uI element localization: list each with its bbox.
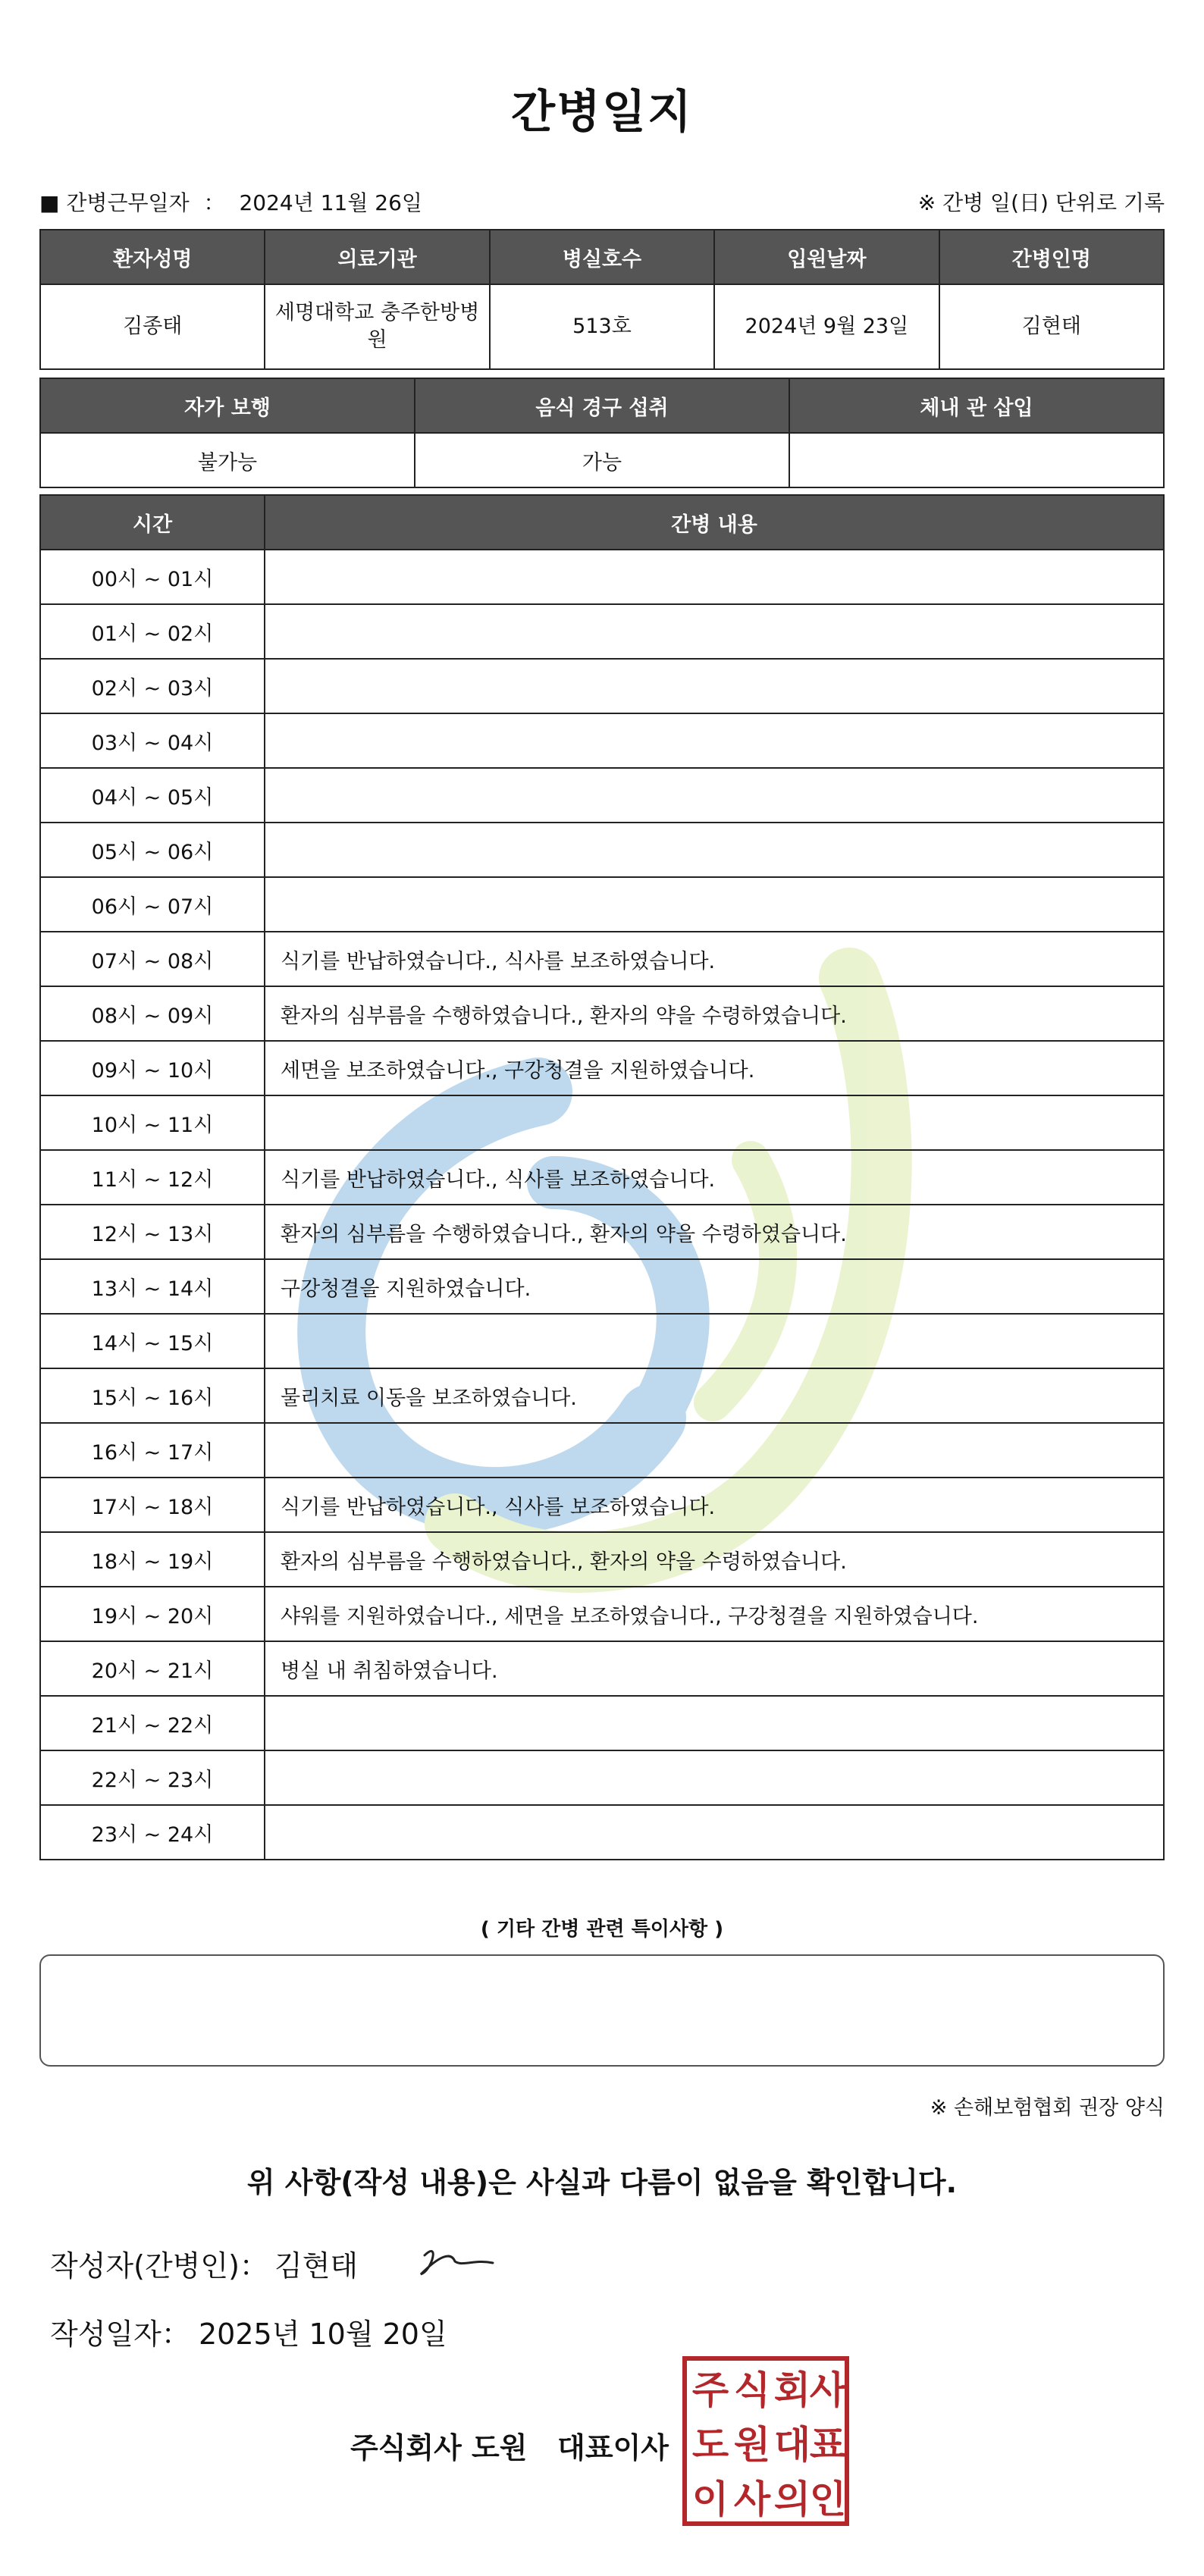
- write-date-label: 작성일자：: [50, 2317, 190, 2351]
- svg-text:표: 표: [809, 2423, 847, 2467]
- write-date-value: 2025년 10월 20일: [199, 2317, 447, 2351]
- header-walking: 자가 보행: [40, 378, 415, 433]
- log-row: [40, 713, 1164, 768]
- log-content: [265, 1314, 1164, 1368]
- log-row: [40, 550, 1164, 604]
- svg-text:사: 사: [733, 2477, 771, 2521]
- header-caregiver: 간병인명: [939, 230, 1164, 284]
- log-row: [40, 1423, 1164, 1478]
- log-row: [40, 1205, 1164, 1259]
- log-row: [40, 1259, 1164, 1314]
- log-time: 18시 ~ 19시: [40, 1532, 265, 1587]
- log-content: [265, 877, 1164, 932]
- writer-label: 작성자(간병인)：: [50, 2249, 268, 2283]
- patient-info-table: [39, 229, 1165, 370]
- company-seal: [682, 2356, 849, 2526]
- work-date-label: ■ 간병근무일자: [39, 190, 190, 215]
- log-time: 12시 ~ 13시: [40, 1205, 265, 1259]
- log-content: [265, 823, 1164, 877]
- log-content: 환자의 심부름을 수행하였습니다., 환자의 약을 수령하였습니다.: [265, 1532, 1164, 1587]
- unit-note: ※ 간병 일(日) 단위로 기록: [917, 190, 1165, 215]
- work-date-separator: ：: [203, 190, 225, 215]
- log-content: [265, 768, 1164, 823]
- oral-intake-status: 가능: [415, 433, 789, 487]
- admission-date: 2024년 9월 23일: [714, 284, 939, 369]
- caregiver-name: 김현태: [939, 284, 1164, 369]
- header-admission-date: 입원날짜: [714, 230, 939, 284]
- svg-text:회: 회: [773, 2368, 811, 2412]
- log-time: 00시 ~ 01시: [40, 550, 265, 604]
- log-row: [40, 877, 1164, 932]
- log-content: [265, 1423, 1164, 1478]
- log-time: 04시 ~ 05시: [40, 768, 265, 823]
- log-row: [40, 1314, 1164, 1368]
- log-row: [40, 1750, 1164, 1805]
- log-time: 16시 ~ 17시: [40, 1423, 265, 1478]
- svg-text:주: 주: [691, 2368, 729, 2412]
- log-time: 02시 ~ 03시: [40, 659, 265, 713]
- header-hospital: 의료기관: [265, 230, 489, 284]
- svg-text:도: 도: [691, 2423, 729, 2467]
- svg-text:의: 의: [773, 2477, 811, 2521]
- writer-name: 김현태: [274, 2249, 359, 2283]
- log-content: [265, 713, 1164, 768]
- extra-notes-box: [39, 1954, 1165, 2067]
- log-time: 01시 ~ 02시: [40, 604, 265, 659]
- log-content: 구강청결을 지원하였습니다.: [265, 1259, 1164, 1314]
- log-content: 환자의 심부름을 수행하였습니다., 환자의 약을 수령하였습니다.: [265, 1205, 1164, 1259]
- work-date: [39, 186, 422, 217]
- log-content: 식기를 반납하였습니다., 식사를 보조하였습니다.: [265, 1478, 1164, 1532]
- log-row: [40, 1641, 1164, 1696]
- log-time: 20시 ~ 21시: [40, 1641, 265, 1696]
- log-row: [40, 986, 1164, 1041]
- svg-text:식: 식: [733, 2368, 771, 2412]
- extra-notes-title: ( 기타 간병 관련 특이사항 ): [480, 1918, 724, 1941]
- form-source-note: ※ 손해보험협회 권장 양식: [930, 2096, 1165, 2120]
- log-row: [40, 1368, 1164, 1423]
- log-time: 05시 ~ 06시: [40, 823, 265, 877]
- log-time: 06시 ~ 07시: [40, 877, 265, 932]
- header-tube-insertion: 체내 관 삽입: [789, 378, 1164, 433]
- log-content: [265, 1805, 1164, 1860]
- svg-text:이: 이: [691, 2477, 729, 2521]
- log-content: [265, 1750, 1164, 1805]
- log-time: 19시 ~ 20시: [40, 1587, 265, 1641]
- log-row: [40, 1478, 1164, 1532]
- log-content: 물리치료 이동을 보조하였습니다.: [265, 1368, 1164, 1423]
- svg-text:대: 대: [773, 2423, 811, 2467]
- log-time: 11시 ~ 12시: [40, 1150, 265, 1205]
- header-time: 시간: [40, 495, 265, 550]
- signature-image: [409, 2233, 500, 2278]
- log-content: [265, 1095, 1164, 1150]
- log-time: 07시 ~ 08시: [40, 932, 265, 986]
- log-row: [40, 1041, 1164, 1095]
- svg-text:사: 사: [809, 2368, 847, 2412]
- svg-text:원: 원: [733, 2423, 771, 2467]
- log-content: [265, 1696, 1164, 1750]
- patient-status-table: [39, 378, 1165, 488]
- log-time: 22시 ~ 23시: [40, 1750, 265, 1805]
- log-row: [40, 659, 1164, 713]
- extra-notes-content: [41, 1956, 1163, 1986]
- room-number: 513호: [490, 284, 714, 369]
- log-content: 세면을 보조하였습니다., 구강청결을 지원하였습니다.: [265, 1041, 1164, 1095]
- log-content: 식기를 반납하였습니다., 식사를 보조하였습니다.: [265, 932, 1164, 986]
- log-time: 21시 ~ 22시: [40, 1696, 265, 1750]
- walking-status: 불가능: [40, 433, 415, 487]
- log-content: 병실 내 취침하였습니다.: [265, 1641, 1164, 1696]
- work-date-value: 2024년 11월 26일: [239, 190, 422, 215]
- header-oral-intake: 음식 경구 섭취: [415, 378, 789, 433]
- log-content: [265, 550, 1164, 604]
- log-row: [40, 932, 1164, 986]
- patient-name: 김종태: [40, 284, 265, 369]
- log-content: [265, 659, 1164, 713]
- log-row: [40, 1587, 1164, 1641]
- svg-text:인: 인: [809, 2477, 847, 2521]
- log-row: [40, 1095, 1164, 1150]
- header-care-content: 간병 내용: [265, 495, 1164, 550]
- hospital-name: 세명대학교 충주한방병원: [265, 284, 489, 369]
- log-row: [40, 768, 1164, 823]
- log-time: 03시 ~ 04시: [40, 713, 265, 768]
- log-time: 10시 ~ 11시: [40, 1095, 265, 1150]
- header-patient-name: 환자성명: [40, 230, 265, 284]
- tube-insertion-status: [789, 433, 1164, 487]
- log-row: [40, 604, 1164, 659]
- log-content: 식기를 반납하였습니다., 식사를 보조하였습니다.: [265, 1150, 1164, 1205]
- log-time: 08시 ~ 09시: [40, 986, 265, 1041]
- log-row: [40, 1532, 1164, 1587]
- log-time: 17시 ~ 18시: [40, 1478, 265, 1532]
- confirmation-statement: 위 사항(작성 내용)은 사실과 다름이 없음을 확인합니다.: [246, 2166, 958, 2199]
- log-time: 13시 ~ 14시: [40, 1259, 265, 1314]
- log-row: [40, 1805, 1164, 1860]
- care-log-table: [39, 494, 1165, 1860]
- log-time: 14시 ~ 15시: [40, 1314, 265, 1368]
- log-content: 환자의 심부름을 수행하였습니다., 환자의 약을 수령하였습니다.: [265, 986, 1164, 1041]
- log-row: [40, 823, 1164, 877]
- header-room: 병실호수: [490, 230, 714, 284]
- log-time: 09시 ~ 10시: [40, 1041, 265, 1095]
- page-title: 간병일지: [511, 86, 693, 139]
- log-row: [40, 1696, 1164, 1750]
- log-content: 샤워를 지원하였습니다., 세면을 보조하였습니다., 구강청결을 지원하였습니다.: [265, 1587, 1164, 1641]
- log-row: [40, 1150, 1164, 1205]
- log-time: 15시 ~ 16시: [40, 1368, 265, 1423]
- log-content: [265, 604, 1164, 659]
- company-representative: 주식회사 도원 대표이사: [350, 2431, 669, 2465]
- log-time: 23시 ~ 24시: [40, 1805, 265, 1860]
